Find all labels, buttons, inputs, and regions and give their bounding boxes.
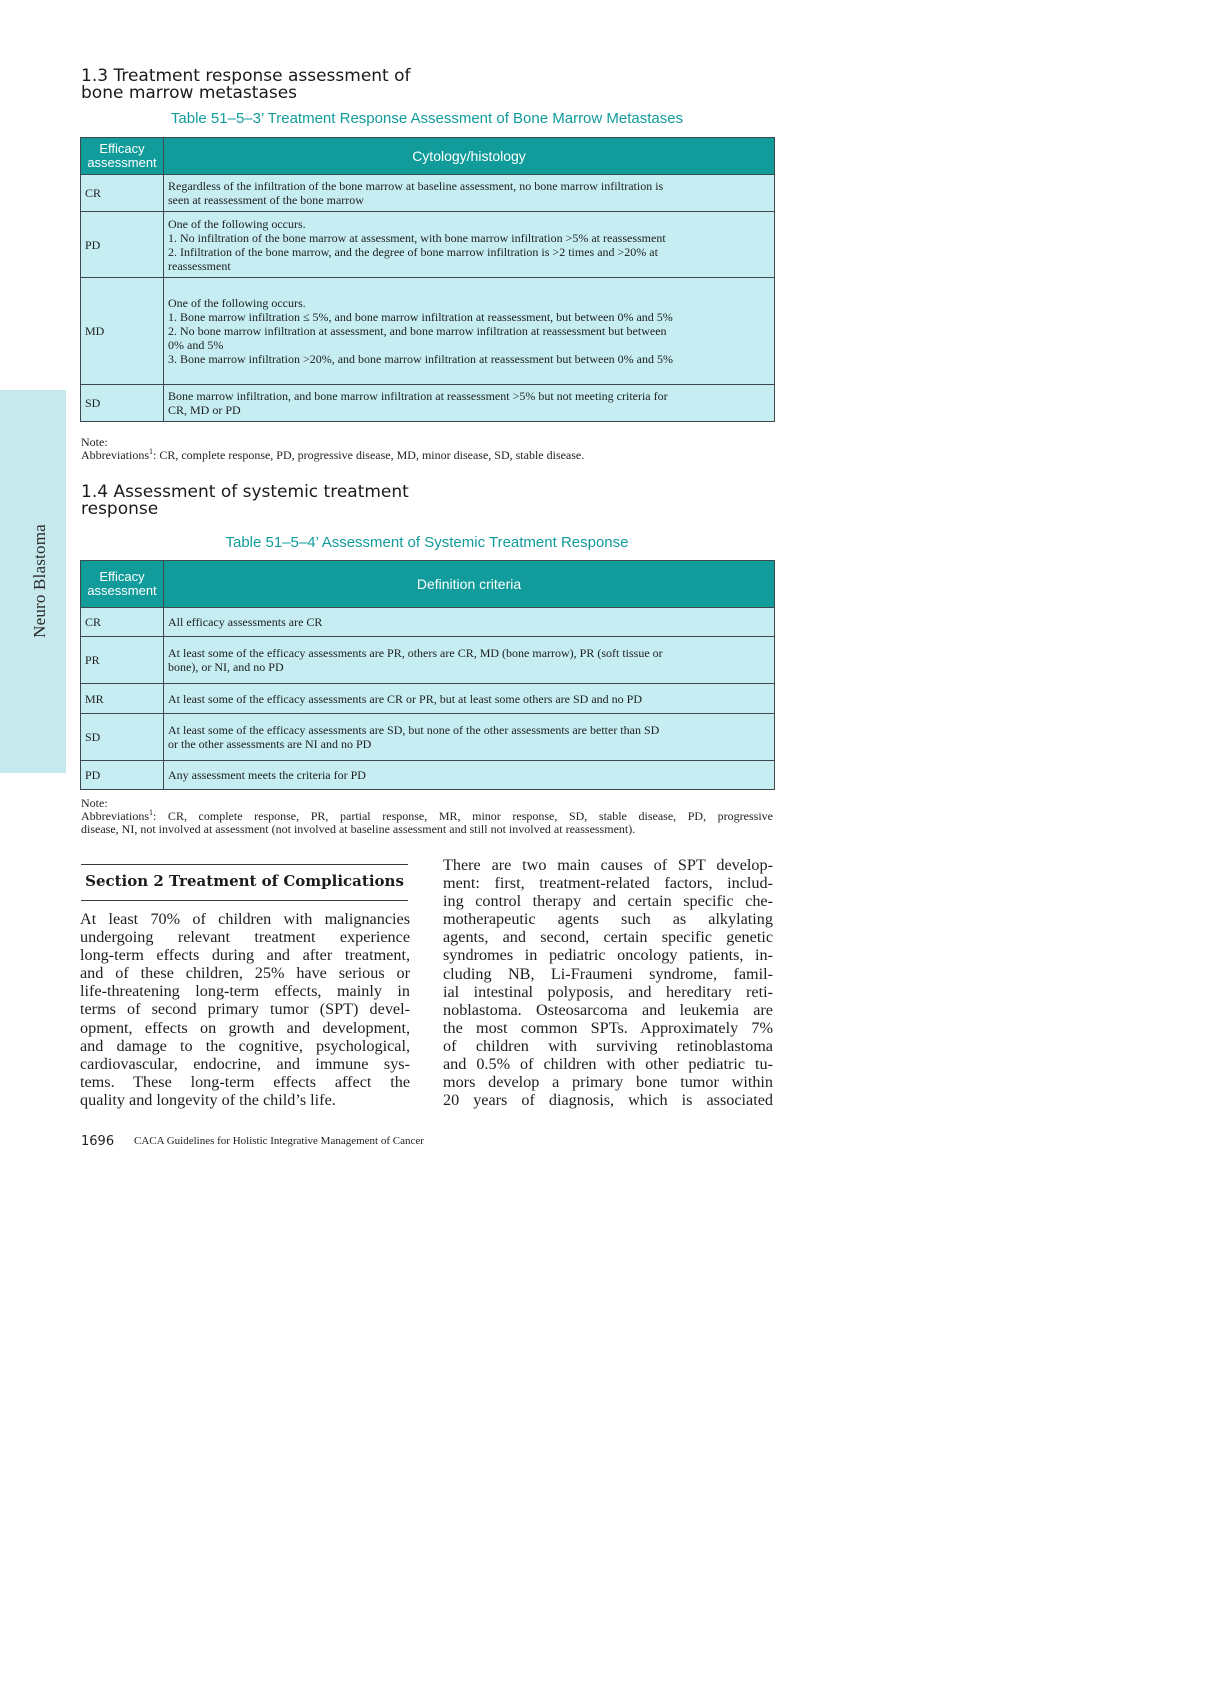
col-header-definition: Definition criteria [164, 561, 775, 608]
table-note-2: Note: Abbreviations$^1$: CR, complete response, PR, partial response, MR, minor response, SD, stable disease, PD, progressive disease, NI, not involved at assessment (not involved at baseline assessment and still not involved at reassessment). [81, 796, 773, 836]
row-text: At least some of the efficacy assessments are PR, others are CR, MD (bone marrow), PR (soft tissue or bone), or NI, and no PD [164, 637, 775, 684]
col-header-efficacy: Efficacy assessment [81, 561, 164, 608]
section-1-4-heading [81, 484, 411, 518]
table-row [81, 175, 775, 212]
running-footer: CACA Guidelines for Holistic Integrative Management of Cancer [134, 1135, 424, 1147]
systemic-response-table [80, 560, 775, 790]
row-text: At least some of the efficacy assessments are SD, but none of the other assessments are better than SD or the other assessments are NI and no PD [164, 714, 775, 761]
section-2-heading: Section 2 Treatment of Complications [85, 872, 404, 890]
col-header-cytology: Cytology/histology [164, 138, 775, 175]
page-number: 1696 [81, 1134, 115, 1149]
heading-line: 1.3 Treatment response assessment of [81, 66, 411, 86]
heading-line: response [81, 499, 159, 519]
row-text: All efficacy assessments are CR [164, 608, 775, 637]
row-text: Any assessment meets the criteria for PD [164, 761, 775, 790]
table-row [81, 385, 775, 422]
row-text: One of the following occurs. 1. Bone marrow infiltration ≤ 5%, and bone marrow infiltration at reassessment, but between 0% and 5% 2. No bone marrow infiltration at assessment, and bone marrow infiltration at reassessment but between 0% and 5% 3. Bone marrow infiltration >20%, and bone marrow infiltration at reassessment but between 0% and 5% [164, 278, 775, 385]
section-rule-top [81, 864, 408, 865]
table-note-1: Note: Abbreviations$^1$: CR, complete response, PD, progressive disease, MD, minor disease, SD, stable disease. [81, 435, 585, 462]
row-text: Bone marrow infiltration, and bone marrow infiltration at reassessment >5% but not meeting criteria for CR, MD or PD [164, 385, 775, 422]
col-header-efficacy: Efficacy assessment [81, 138, 164, 175]
heading-line: 1.4 Assessment of systemic treatment [81, 482, 409, 502]
table-caption-1: Table 51–5–3’ Treatment Response Assessment of Bone Marrow Metastases [170, 110, 684, 127]
row-code: CR [81, 608, 164, 637]
table-header-row [81, 561, 775, 608]
table-header-row [81, 138, 775, 175]
row-code: MD [81, 278, 164, 385]
table-row [81, 714, 775, 761]
table-caption-2: Table 51–5–4’ Assessment of Systemic Treatment Response [225, 534, 629, 551]
row-code: PD [81, 212, 164, 278]
right-body-column: There are two main causes of SPT develop- ment: first, treatment-related factors, includ- ing control therapy and certain specific che- motherapeutic agents such as alkylating agents, and second, certain specific genetic syndromes in pediatric oncology patients, in- cluding NB, Li-Fraumeni syndrome, famil- ial intestinal polyposis, and hereditary reti- noblastoma. Osteosarcoma and leukemia are the most common SPTs. Approximately 7% of children with surviving retinoblastoma and 0.5% of children with other pediatric tu- mors develop a primary bone tumor within 20 years of diagnosis, which is associated [443, 856, 773, 1110]
section-1-3-heading [81, 68, 411, 102]
table-row [81, 212, 775, 278]
table-row [81, 684, 775, 714]
row-code: MR [81, 684, 164, 714]
row-code: SD [81, 385, 164, 422]
left-body-column: At least 70% of children with malignancies undergoing relevant treatment experience long-term effects during and after treatment, and of these children, 25% have serious or life-threatening long-term effects, mainly in terms of second primary tumor (SPT) devel- opment, effects on growth and development, and damage to the cognitive, psychological, cardiovascular, endocrine, and immune sys- tems. These long-term effects affect the quality and longevity of the child’s life. [80, 910, 410, 1109]
section-rule-bottom [81, 900, 408, 901]
row-code: PD [81, 761, 164, 790]
table-row [81, 637, 775, 684]
table-row [81, 761, 775, 790]
heading-line: bone marrow metastases [81, 83, 298, 103]
row-text: At least some of the efficacy assessments are CR or PR, but at least some others are SD and no PD [164, 684, 775, 714]
table-row [81, 278, 775, 385]
row-code: SD [81, 714, 164, 761]
bone-marrow-table [80, 137, 775, 422]
row-code: PR [81, 637, 164, 684]
row-code: CR [81, 175, 164, 212]
table-row [81, 608, 775, 637]
side-tab-label: Neuro Blastoma [30, 524, 49, 638]
row-text: One of the following occurs. 1. No infiltration of the bone marrow at assessment, with bone marrow infiltration >5% at reassessment 2. Infiltration of the bone marrow, and the degree of bone marrow infiltration is >2 times and >20% at reassessment [164, 212, 775, 278]
row-text: Regardless of the infiltration of the bone marrow at baseline assessment, no bone marrow infiltration is seen at reassessment of the bone marrow [164, 175, 775, 212]
